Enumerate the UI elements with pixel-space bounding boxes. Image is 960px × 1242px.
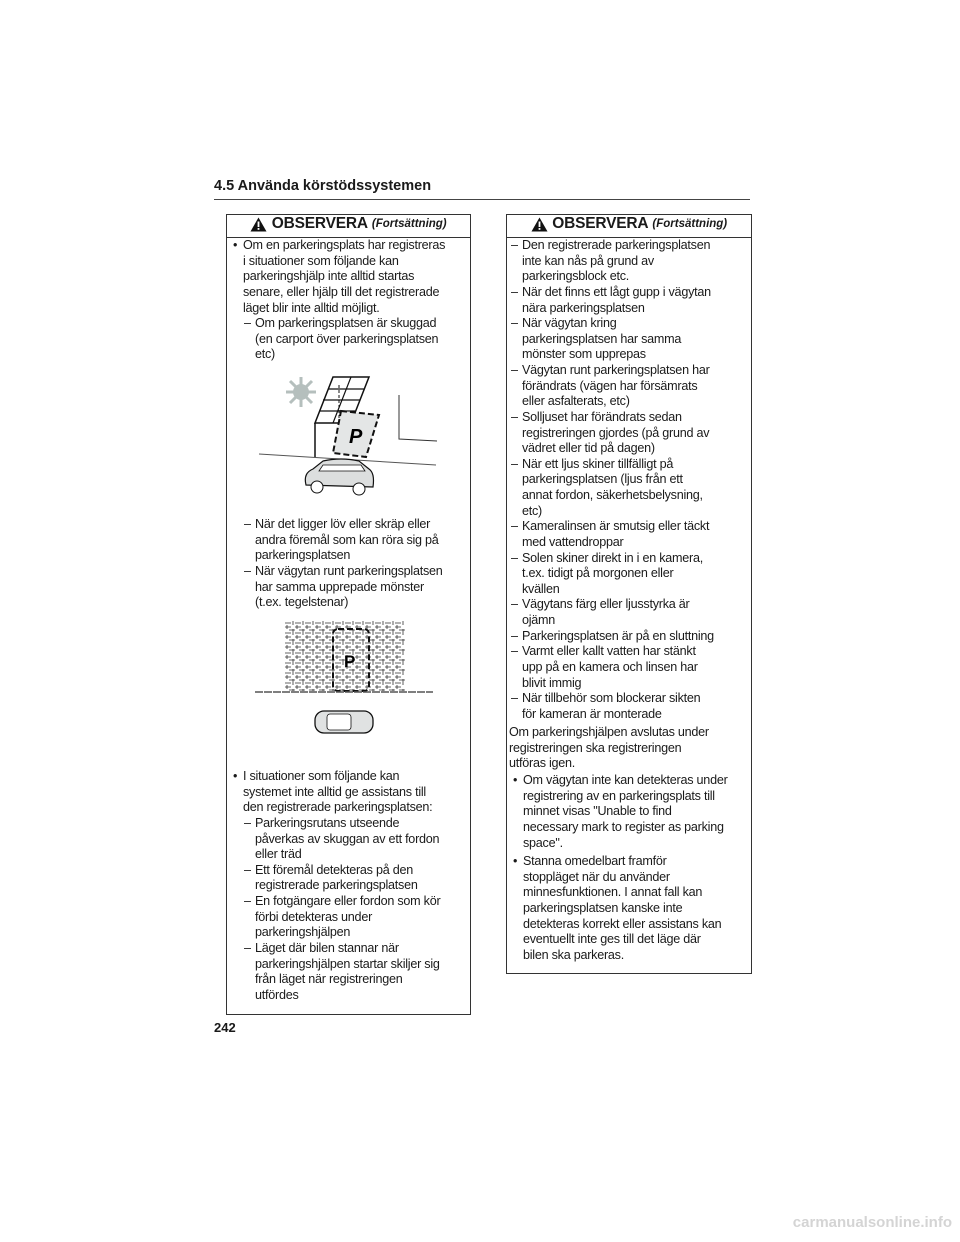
text-line (511, 566, 714, 582)
text-line (513, 773, 728, 789)
text-line (513, 932, 721, 948)
text-line (511, 519, 714, 535)
line-text: registreringen gjordes (på grund av (522, 425, 710, 440)
warning-header (227, 215, 470, 238)
dash-marker: – (511, 550, 518, 565)
text-line (511, 504, 714, 520)
line-text: registrering av en parkeringsplats till (523, 788, 715, 803)
text-line (233, 238, 445, 254)
line-text: parkeringshjälpen startar skiljer sig (255, 956, 440, 971)
line-text: parkeringsplatsen har samma (522, 331, 682, 346)
dash-marker: – (511, 628, 518, 643)
dash-marker: – (511, 316, 518, 331)
line-text: Vägytan runt parkeringsplatsen har (522, 363, 710, 377)
text-line (244, 517, 443, 533)
dash-marker: – (244, 894, 251, 908)
line-text: Solljuset har förändrats sedan (522, 409, 682, 424)
dash-item (233, 816, 440, 863)
line-text: har samma upprepade mönster (255, 579, 424, 594)
text-line (513, 870, 721, 886)
line-text: nära parkeringsplatsen (522, 300, 645, 315)
text-line (511, 582, 714, 598)
text-line (513, 917, 721, 933)
line-text: När det finns ett lågt gupp i vägytan (522, 284, 711, 299)
text-line (511, 363, 714, 379)
text-line (511, 410, 714, 426)
text-line (513, 901, 721, 917)
text-line (233, 785, 440, 801)
text-line (244, 533, 443, 549)
line-text: från läget när registreringen (255, 972, 403, 987)
dash-marker: – (244, 563, 251, 578)
line-text: Den registrerade parkeringsplatsen (522, 238, 711, 252)
text-line (233, 285, 445, 301)
line-text: utfördes (255, 987, 299, 1002)
dash-item (500, 457, 714, 520)
text-line (511, 644, 714, 660)
line-text: Läget där bilen stannar när (255, 940, 399, 955)
text-line (233, 301, 445, 317)
text-line (511, 551, 714, 567)
text-line (233, 800, 440, 816)
line-text: När ett ljus skiner tillfälligt på (522, 456, 674, 471)
dash-item (500, 285, 714, 316)
line-text: Om vägytan inte kan detekteras under (523, 773, 728, 787)
dash-item (233, 894, 440, 941)
dash-marker: – (511, 284, 518, 299)
text-group (500, 238, 714, 722)
text-line (244, 816, 440, 832)
warning-header (507, 215, 751, 238)
dash-item (500, 629, 714, 645)
text-line (244, 347, 445, 363)
section-divider (214, 199, 750, 200)
line-text: (en carport över parkeringsplatsen (255, 331, 439, 346)
text-line (509, 741, 709, 757)
dash-marker: – (511, 409, 518, 424)
dash-item (500, 691, 714, 722)
text-line (511, 472, 714, 488)
line-text: parkeringsplatsen kanske inte (523, 900, 683, 915)
line-text: Varmt eller kallt vatten har stänkt (522, 644, 696, 659)
text-line (244, 941, 440, 957)
watermark: carmanualsonline.info (792, 1214, 952, 1231)
text-line (244, 847, 440, 863)
warning-box-left (226, 214, 471, 1015)
line-text: eventuellt inte ges till det läge där (523, 932, 701, 947)
dash-item (233, 316, 445, 363)
dash-marker: – (511, 456, 518, 471)
text-line (511, 441, 714, 457)
text-group (233, 517, 443, 611)
text-group (233, 238, 445, 363)
text-line (244, 564, 443, 580)
line-text: Kameralinsen är smutsig eller täckt (522, 519, 710, 534)
text-line (244, 580, 443, 596)
text-line (511, 676, 714, 692)
line-text: En fotgängare eller fordon som kör (255, 894, 441, 908)
warning-triangle-icon (250, 217, 267, 232)
text-line (511, 597, 714, 613)
line-text: registreringen ska registreringen (509, 740, 682, 755)
paragraph (509, 725, 709, 772)
line-text: När det ligger löv eller skräp eller (255, 517, 431, 531)
line-text: eller träd (255, 847, 302, 862)
line-text: space". (523, 835, 563, 850)
line-text: parkeringsplatsen (255, 548, 351, 563)
dash-item (233, 863, 440, 894)
bullet-marker: • (513, 854, 518, 868)
text-line (513, 820, 728, 836)
line-text: med vattendroppar (522, 534, 624, 549)
line-text: När tillbehör som blockerar sikten (522, 691, 701, 706)
line-text: etc) (522, 503, 542, 518)
section-title: 4.5 Använda körstödssystemen (214, 178, 432, 194)
line-text: t.ex. tidigt på morgonen eller (522, 566, 674, 581)
line-text: necessary mark to register as parking (523, 819, 724, 834)
line-text: systemet inte alltid ge assistans till (243, 784, 426, 799)
line-text: vädret eller tid på dagen) (522, 441, 655, 456)
line-text: minnet visas "Unable to find (523, 804, 672, 819)
line-text: parkeringsplatsen (ljus från ett (522, 472, 683, 487)
line-text: utföras igen. (509, 756, 576, 771)
bullet-item (233, 769, 440, 816)
line-text: ojämn (522, 613, 556, 627)
text-line (511, 316, 714, 332)
text-line (509, 725, 709, 741)
line-text: När vägytan runt parkeringsplatsen (255, 563, 443, 578)
line-text: Ett föremål detekteras på den (255, 862, 413, 877)
text-line (244, 972, 440, 988)
dash-marker: – (244, 862, 251, 877)
text-line (511, 660, 714, 676)
text-line (511, 426, 714, 442)
text-line (244, 332, 445, 348)
text-line (244, 316, 445, 332)
line-text: påverkas av skuggan av ett fordon (255, 831, 440, 846)
line-text: den registrerade parkeringsplatsen: (243, 800, 433, 815)
line-text: Om parkeringshjälpen avslutas under (509, 725, 709, 739)
dash-item (500, 519, 714, 550)
text-line (511, 394, 714, 410)
dash-item (233, 517, 443, 564)
line-text: parkeringsblock etc. (522, 269, 629, 284)
line-text: etc) (255, 347, 275, 362)
dash-item (500, 316, 714, 363)
warning-continued: (Fortsättning) (371, 218, 447, 230)
line-text: blivit immig (522, 675, 582, 690)
dash-marker: – (511, 644, 518, 659)
dash-item (500, 238, 714, 285)
text-group (233, 769, 440, 1003)
car-top-view-icon (315, 711, 373, 733)
line-text: (t.ex. tegelstenar) (255, 595, 349, 610)
text-line (511, 707, 714, 723)
line-text: bilen ska parkeras. (523, 947, 624, 962)
line-text: i situationer som följande kan (243, 253, 399, 268)
line-text: Vägytans färg eller ljusstyrka är (522, 597, 690, 612)
text-line (233, 769, 440, 785)
text-line (513, 854, 721, 870)
text-line (509, 756, 709, 772)
car-icon (305, 459, 373, 495)
warning-title: OBSERVERA (552, 215, 649, 232)
dash-marker: – (244, 940, 251, 955)
line-text: upp på en kamera och linsen har (522, 659, 698, 674)
line-text: förbi detekteras under (255, 909, 373, 924)
parking-p-label: P (344, 652, 356, 671)
text-line (511, 613, 714, 629)
text-line (513, 804, 728, 820)
line-text: mönster som upprepas (522, 347, 646, 362)
text-group (513, 854, 721, 963)
line-text: parkeringshjälp inte alltid startas (243, 269, 415, 284)
text-line (233, 254, 445, 270)
text-line (244, 878, 440, 894)
line-text: senare, eller hjälp till det registrerade (243, 284, 440, 299)
dash-item (500, 363, 714, 410)
text-line (244, 988, 440, 1004)
text-line (511, 691, 714, 707)
text-line (511, 269, 714, 285)
line-text: inte kan nås på grund av (522, 253, 654, 268)
brick-pattern-illustration (255, 615, 435, 750)
line-text: Parkeringsrutans utseende (255, 815, 400, 830)
page-number: 242 (214, 1020, 236, 1035)
line-text: Parkeringsplatsen är på en sluttning (522, 628, 714, 643)
text-line (244, 832, 440, 848)
text-line (244, 910, 440, 926)
bullet-marker: • (233, 238, 238, 252)
line-text: läget blir inte alltid möjligt. (243, 300, 380, 315)
carport-illustration (251, 365, 451, 500)
dash-marker: – (511, 691, 518, 706)
bullet-marker: • (513, 773, 518, 787)
text-line (513, 885, 721, 901)
text-line (511, 629, 714, 645)
bullet-marker: • (233, 769, 238, 783)
parking-p-label: P (349, 426, 363, 448)
text-line (513, 948, 721, 964)
line-text: När vägytan kring (522, 316, 617, 331)
bullet-item (513, 773, 728, 851)
dash-marker: – (244, 517, 251, 531)
text-line (244, 595, 443, 611)
text-line (244, 548, 443, 564)
line-text: parkeringshjälpen (255, 925, 351, 940)
text-line (511, 238, 714, 254)
text-line (511, 254, 714, 270)
line-text: förändrats (vägen har försämrats (522, 378, 698, 393)
text-group (509, 725, 709, 772)
line-text: registrerade parkeringsplatsen (255, 878, 418, 893)
dash-item (500, 644, 714, 691)
line-text: kvällen (522, 581, 560, 596)
text-line (244, 863, 440, 879)
warning-triangle-icon (531, 217, 548, 232)
line-text: eller asfalterats, etc) (522, 394, 630, 409)
bullet-item (513, 854, 721, 963)
dash-marker: – (511, 363, 518, 377)
line-text: för kameran är monterade (522, 706, 662, 721)
line-text: Om parkeringsplatsen är skuggad (255, 316, 437, 331)
line-text: Om en parkeringsplats har registreras (243, 238, 446, 252)
line-text: I situationer som följande kan (243, 769, 400, 783)
text-line (513, 836, 728, 852)
text-line (244, 957, 440, 973)
line-text: minnesfunktionen. I annat fall kan (523, 885, 703, 900)
line-text: stoppläget när du använder (523, 869, 670, 884)
text-line (511, 457, 714, 473)
line-text: Solen skiner direkt in i en kamera, (522, 550, 703, 565)
dash-marker: – (244, 815, 251, 830)
text-line (513, 789, 728, 805)
dash-marker: – (511, 238, 518, 252)
dash-item (500, 410, 714, 457)
warning-box-right (506, 214, 752, 974)
text-group (513, 773, 728, 851)
warning-continued: (Fortsättning) (652, 218, 728, 230)
dash-item (500, 551, 714, 598)
dash-item (500, 597, 714, 628)
text-line (511, 332, 714, 348)
line-text: Stanna omedelbart framför (523, 854, 667, 868)
dash-item (233, 564, 443, 611)
warning-title: OBSERVERA (271, 215, 368, 232)
text-line (244, 925, 440, 941)
text-line (511, 347, 714, 363)
text-line (511, 488, 714, 504)
line-text: annat fordon, säkerhetsbelysning, (522, 488, 703, 502)
line-text: detekteras korrekt eller assistans kan (523, 916, 722, 931)
text-line (511, 379, 714, 395)
bullet-item (233, 238, 445, 316)
line-text: andra föremål som kan röra sig på (255, 532, 439, 547)
text-line (244, 894, 440, 910)
dash-marker: – (244, 316, 251, 331)
dash-item (233, 941, 440, 1004)
text-line (511, 301, 714, 317)
dash-marker: – (511, 597, 518, 612)
text-line (511, 535, 714, 551)
text-line (511, 285, 714, 301)
text-line (233, 269, 445, 285)
dash-marker: – (511, 519, 518, 534)
